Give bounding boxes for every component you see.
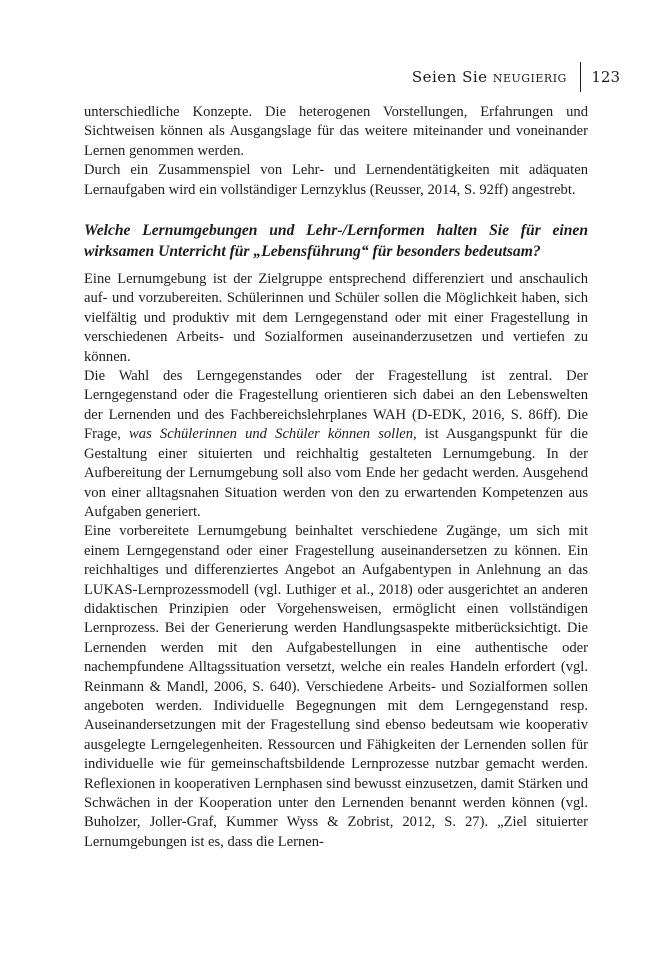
paragraph-subject-choice [84, 367, 588, 522]
running-title-part-2: neugierig [492, 68, 567, 86]
paragraph-prepared-environment: Eine vorbereitete Lernumgebung beinhaltet verschiedene Zugänge, um sich mit einem Lerngegenstand oder einer Fragestellung auseinandersetzen zu können. Ein reichhaltiges und differenziertes Angebot an Aufgabentypen in Anlehnung an das LUKAS-Lernprozessmodell (vgl. Luthiger et al., 2018) oder ausgerichtet an anderen didaktischen Prinzipien oder Vorgehensweisen, ermöglicht einen vollständigen Lernprozess. Bei der Generierung werden Handlungsaspekte mitberücksichtigt. Die Lernenden werden mit den Aufgabestellungen in eine authentische oder nachempfundene Alltagssituation versetzt, welche ein reales Handeln erfordert (vgl. Reinmann & Mandl, 2006, S. 640). Verschiedene Arbeits- und Sozialformen sollen angeboten werden. Individuelle Begegnungen mit dem Lerngegenstand resp. Auseinandersetzungen mit der Fragestellung sind ebenso bedeutsam wie kooperativ ausgelegte Lerngelegenheiten. Ressourcen und Fähigkeiten der Lernenden sollen für individuelle wie für gemeinschaftsbildende Lernprozesse nutzbar gemacht werden. Reflexionen in kooperativen Lernphasen sind bewusst einzusetzen, damit Stärken und Schwächen in der Kooperation unter den Lernenden benannt werden können (vgl. Buholzer, Joller-Graf, Kummer Wyss & Zobrist, 2012, S. 27). „Ziel situierter Lernumgebungen ist es, dass die Lernen- [84, 523, 588, 850]
running-title [412, 68, 580, 86]
italic-question: was Schülerinnen und Schüler können sollen, [129, 426, 417, 443]
body-text [84, 103, 588, 852]
running-title-part-1: Seien Sie [411, 68, 488, 86]
section-question-heading: Welche Lernumgebungen und Lehr-/Lernformen halten Sie für einen wirksamen Unterricht für „Lebensführung“ für besonders bedeutsam? [84, 222, 588, 260]
paragraph-continuation: unterschiedliche Konzepte. Die heterogenen Vorstellungen, Erfahrungen und Sichtweisen können als Ausgangslage für das weitere miteinander und voneinander Lernen genommen werden. [84, 104, 588, 159]
paragraph-subject-choice-part-1: Die Wahl des Lerngegenstandes oder der Fragestellung ist zentral. Der Lerngegenstand oder die Fragestellung orientieren sich dabei an den Lebenswelten der Lernenden und des Fachbereichslehrplanes WAH (D-EDK, 2016, S. 86ff). Die Frage, [84, 368, 588, 443]
page-number: 123 [591, 68, 620, 86]
paragraph-subject-choice-part-2: ist Ausgangspunkt für die Gestaltung einer situierten und reichhaltig gestalteten Lernumgebung. In der Aufbereitung der Lernumgebung soll also vom Ende her gedacht werden. Ausgehend von einer alltagsnahen Situation werden von den zu erwartenden Kompetenzen aus Aufgaben generiert. [84, 426, 588, 520]
paragraph-learning-cycle: Durch ein Zusammenspiel von Lehr- und Lernendentätigkeiten mit adäquaten Lernaufgaben wird ein vollständiger Lernzyklus (Reusser, 2014, S. 92ff) angestrebt. [84, 162, 588, 198]
paragraph-learning-environment: Eine Lernumgebung ist der Zielgruppe entsprechend differenziert und anschaulich auf- und vorzubereiten. Schülerinnen und Schüler sollen die Möglichkeit haben, sich vielfältig und produktiv mit dem Lerngegenstand oder mit einer Fragestellung in verschiedenen Arbeits- und Sozialformen auseinanderzusetzen und vertiefen zu können. [84, 271, 588, 365]
running-head [412, 62, 620, 92]
